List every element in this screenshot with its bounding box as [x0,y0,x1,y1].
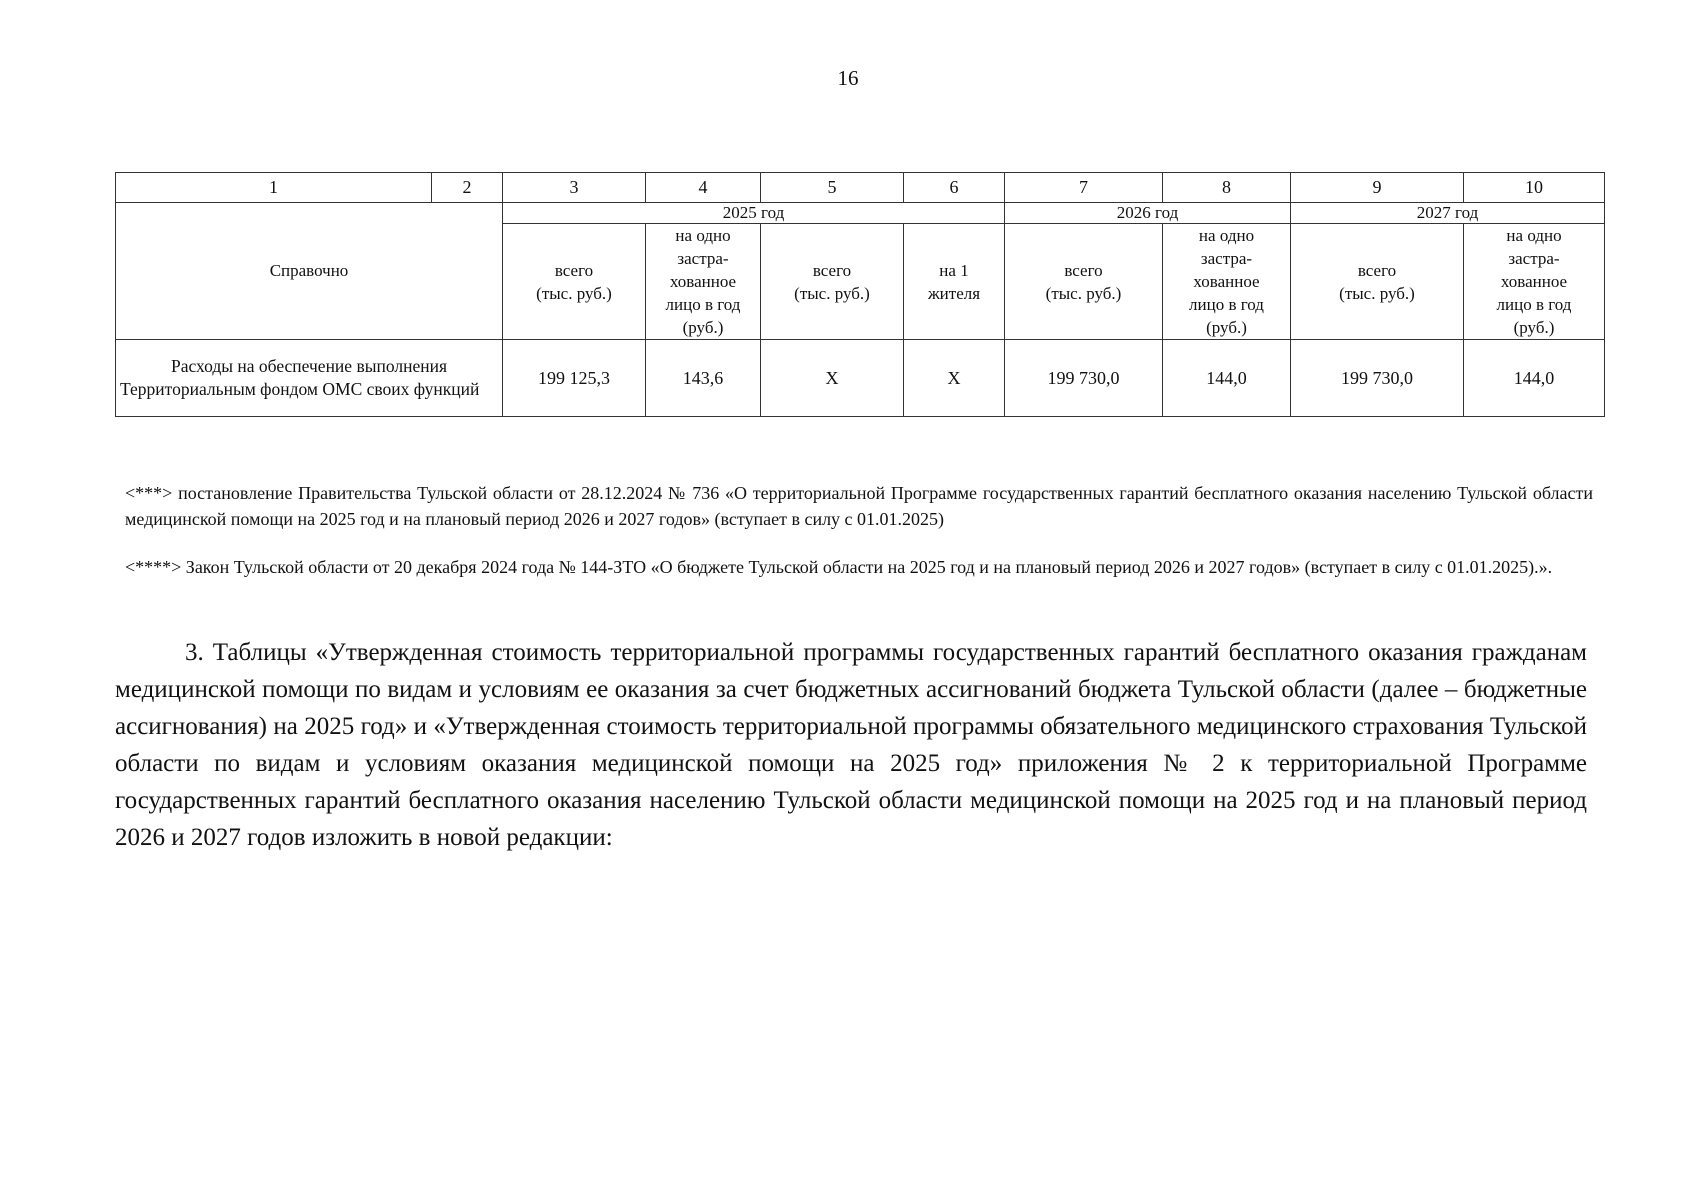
value-cell: Х [904,340,1005,417]
reference-label-cell: Справочно [116,203,503,340]
year-header-2026: 2026 год [1005,203,1291,224]
value-cell: 199 730,0 [1291,340,1464,417]
column-number-cell: 2 [432,173,503,203]
column-number-cell: 10 [1464,173,1605,203]
subheader-cell: всего (тыс. руб.) [1291,224,1464,340]
column-number-cell: 7 [1005,173,1163,203]
subheader-cell: всего (тыс. руб.) [761,224,904,340]
amendment-paragraph: 3. Таблицы «Утвержденная стоимость территориальной программы государственных гарантий бесплатного оказания гражданам медицинской помощи по видам и условиям ее оказания за счет бюджетных ассигнований бюджета Тульской области (далее – бюджетные ассигнования) на 2025 год» и «Утвержденная стоимость территориальной программы обязательного медицинского страхования Тульской области по видам и условиям оказания медицинской помощи на 2025 год» приложения № 2 к территориальной Программе государственных гарантий бесплатного оказания населению Тульской области медицинской помощи на 2025 год и на плановый период 2026 и 2027 годов изложить в новой редакции: [115,639,1587,851]
column-number-cell: 6 [904,173,1005,203]
subheader-cell: на одно застра- хованное лицо в год (руб.) [1163,224,1291,340]
subheader-cell: на 1 жителя [904,224,1005,340]
reference-table [115,172,1605,417]
column-number-cell: 1 [116,173,432,203]
table-row [116,340,1605,417]
value-cell: Х [761,340,904,417]
subheader-cell: всего (тыс. руб.) [503,224,646,340]
value-cell: 199 125,3 [503,340,646,417]
page-number: 16 [837,66,859,90]
column-number-cell: 5 [761,173,904,203]
year-header-2027: 2027 год [1291,203,1605,224]
value-cell: 144,0 [1163,340,1291,417]
subheader-cell: на одно застра- хованное лицо в год (руб.) [646,224,761,340]
year-header-2025: 2025 год [503,203,1005,224]
footnote-resolution: <***> постановление Правительства Тульской области от 28.12.2024 № 736 «О территориальной Программе государственных гарантий бесплатного оказания населению Тульской области медицинской помощи на 2025 год и на плановый период 2026 и 2027 годов» (вступает в силу с 01.01.2025) [125,483,1593,529]
footnote-law: <****> Закон Тульской области от 20 декабря 2024 года № 144-ЗТО «О бюджете Тульской области на 2025 год и на плановый период 2026 и 2027 годов» (вступает в силу с 01.01.2025).». [125,557,1553,577]
subheader-cell: на одно застра- хованное лицо в год (руб.) [1464,224,1605,340]
year-header-row [116,203,1605,224]
value-cell: 143,6 [646,340,761,417]
column-number-cell: 8 [1163,173,1291,203]
subheader-cell: всего (тыс. руб.) [1005,224,1163,340]
value-cell: 144,0 [1464,340,1605,417]
column-number-cell: 3 [503,173,646,203]
value-cell: 199 730,0 [1005,340,1163,417]
row-label-cell: Расходы на обеспечение выполнения Территориальным фондом ОМС своих функций [116,340,503,417]
column-number-cell: 9 [1291,173,1464,203]
column-number-cell: 4 [646,173,761,203]
column-number-row [116,173,1605,203]
